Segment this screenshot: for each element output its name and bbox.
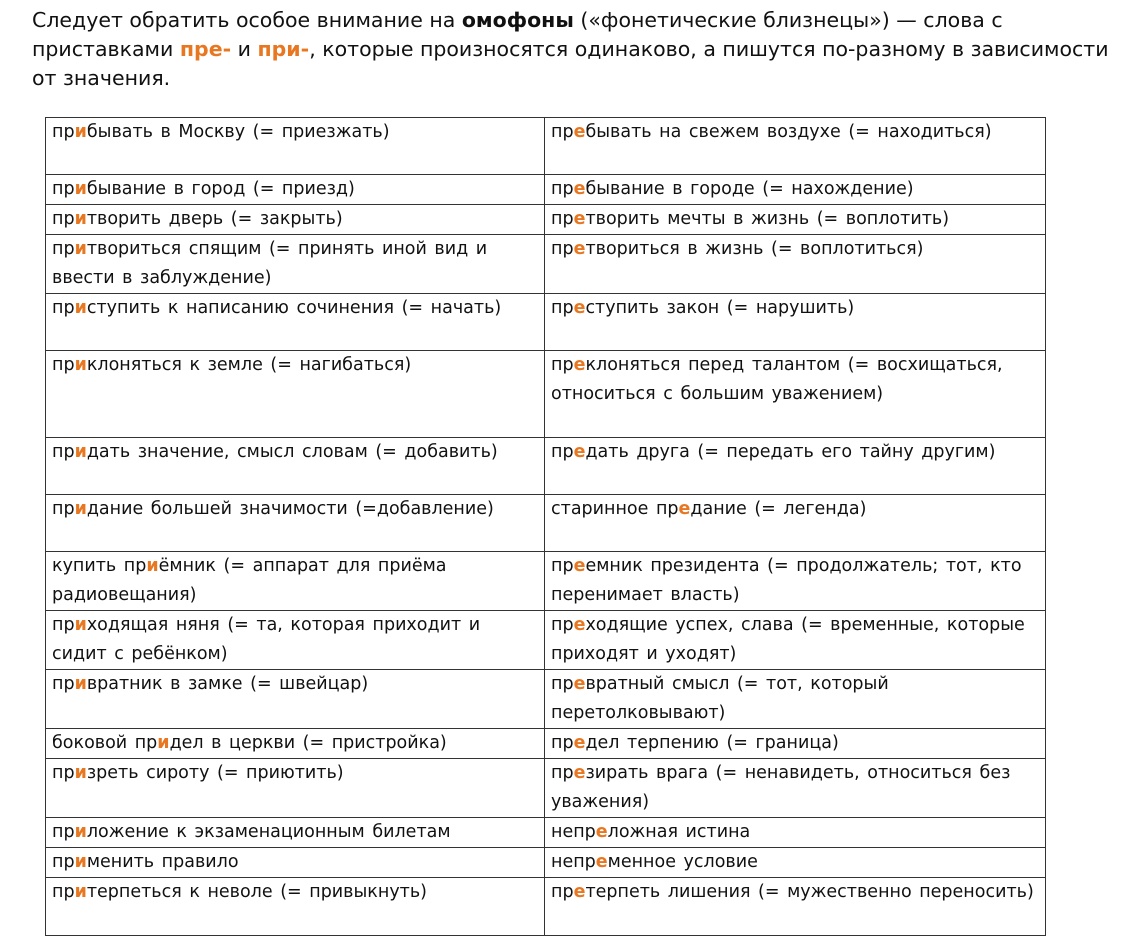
accent-letter: е — [573, 209, 586, 229]
cell-pre-word — [545, 235, 1046, 294]
cell-pre-word — [545, 729, 1046, 759]
cell-text: пр — [52, 882, 75, 902]
cell-pri-word — [46, 759, 545, 818]
cell-text: твориться спящим (= принять иной вид и ввести в заблуждение) — [52, 239, 488, 288]
accent-letter: и — [74, 499, 87, 519]
intro-text-1: Следует обратить особое внимание на — [32, 8, 462, 32]
cell-text: бывание в город (= приезд) — [86, 179, 355, 199]
cell-text: ложная истина — [607, 822, 751, 842]
table-row — [46, 670, 1046, 729]
cell-text: терпеть лишения (= мужественно переносить) — [585, 882, 1034, 902]
homophones-table — [45, 117, 1046, 936]
cell-text: пр — [52, 355, 75, 375]
cell-text: пр — [551, 674, 574, 694]
intro-text-2: («фонетические близнецы») — слова с приставками — [32, 8, 1003, 61]
cell-pri-word — [46, 118, 545, 175]
cell-pre-word — [545, 351, 1046, 438]
table-row — [46, 351, 1046, 438]
cell-text: пр — [551, 763, 574, 783]
cell-pri-word — [46, 205, 545, 235]
table-row — [46, 878, 1046, 936]
accent-letter: е — [573, 442, 586, 462]
cell-text: пр — [551, 615, 574, 635]
cell-text: терпеться к неволе (= привыкнуть) — [86, 882, 428, 902]
cell-pre-word — [545, 818, 1046, 848]
accent-letter: и — [74, 763, 87, 783]
accent-letter: е — [573, 674, 586, 694]
cell-text: емник президента (= продолжатель; тот, кто перенимает власть) — [551, 556, 1022, 605]
cell-pri-word — [46, 294, 545, 351]
accent-letter: е — [573, 882, 586, 902]
cell-text: пр — [52, 239, 75, 259]
cell-pri-word — [46, 495, 545, 552]
cell-pre-word — [545, 294, 1046, 351]
cell-text: пр — [551, 209, 574, 229]
table-row — [46, 438, 1046, 495]
accent-letter: и — [74, 442, 87, 462]
cell-text: пр — [551, 239, 574, 259]
cell-text: пр — [551, 556, 574, 576]
cell-text: пр — [52, 852, 75, 872]
accent-letter: и — [74, 882, 87, 902]
cell-pri-word — [46, 878, 545, 936]
cell-text: пр — [551, 882, 574, 902]
cell-text: пр — [52, 674, 75, 694]
intro-text-3: и — [231, 37, 258, 61]
cell-pri-word — [46, 235, 545, 294]
accent-letter: и — [74, 852, 87, 872]
cell-text: бывать на свежем воздухе (= находиться) — [585, 122, 992, 142]
accent-letter: и — [74, 674, 87, 694]
cell-text: пр — [551, 122, 574, 142]
cell-pre-word — [545, 611, 1046, 670]
prefix-pri: при- — [257, 37, 310, 61]
cell-text: клоняться перед талантом (= восхищаться, относиться с большим уважением) — [551, 355, 1003, 404]
table-row — [46, 848, 1046, 878]
accent-letter: е — [573, 239, 586, 259]
cell-text: менить правило — [86, 852, 239, 872]
cell-text: ступить к написанию сочинения (= начать) — [86, 298, 502, 318]
cell-text: купить пр — [52, 556, 147, 576]
cell-pri-word — [46, 670, 545, 729]
cell-text: пр — [52, 822, 75, 842]
accent-letter: и — [74, 615, 87, 635]
accent-letter: и — [74, 209, 87, 229]
cell-text: клоняться к земле (= нагибаться) — [86, 355, 412, 375]
table-row — [46, 205, 1046, 235]
cell-text: пр — [52, 122, 75, 142]
accent-letter: е — [573, 733, 586, 753]
cell-text: ложение к экзаменационным билетам — [86, 822, 451, 842]
cell-text: пр — [551, 355, 574, 375]
cell-text: дать друга (= передать его тайну другим) — [585, 442, 996, 462]
cell-text: пр — [52, 615, 75, 635]
cell-text: вратник в замке (= швейцар) — [86, 674, 369, 694]
cell-pri-word — [46, 175, 545, 205]
accent-letter: е — [573, 556, 586, 576]
cell-text: твориться в жизнь (= воплотиться) — [585, 239, 924, 259]
cell-text: дел терпению (= граница) — [585, 733, 839, 753]
cell-pri-word — [46, 552, 545, 611]
cell-text: пр — [52, 499, 75, 519]
accent-letter: и — [74, 122, 87, 142]
accent-letter: е — [573, 298, 586, 318]
accent-letter: и — [74, 239, 87, 259]
intro-text-4: , которые произносятся одинаково, а пишутся по-разному в зависимости от значения. — [32, 37, 1109, 90]
table-row — [46, 175, 1046, 205]
cell-pre-word — [545, 848, 1046, 878]
cell-text: дать значение, смысл словам (= добавить) — [86, 442, 498, 462]
table-row — [46, 729, 1046, 759]
table-row — [46, 495, 1046, 552]
homophones-table-wrapper — [45, 117, 1046, 936]
accent-letter: и — [74, 179, 87, 199]
cell-pre-word — [545, 205, 1046, 235]
cell-text: пр — [52, 442, 75, 462]
accent-letter: и — [74, 355, 87, 375]
accent-letter: и — [146, 556, 159, 576]
accent-letter: е — [573, 615, 586, 635]
cell-text: зирать врага (= ненавидеть, относиться без уважения) — [551, 763, 1011, 812]
accent-letter: е — [678, 499, 691, 519]
cell-pri-word — [46, 438, 545, 495]
cell-text: творить мечты в жизнь (= воплотить) — [585, 209, 950, 229]
cell-text: ступить закон (= нарушить) — [585, 298, 855, 318]
cell-text: бывать в Москву (= приезжать) — [86, 122, 390, 142]
cell-text: менное условие — [607, 852, 758, 872]
accent-letter: и — [157, 733, 170, 753]
cell-text: пр — [551, 733, 574, 753]
cell-text: вратный смысл (= тот, который перетолковывают) — [551, 674, 889, 723]
cell-pre-word — [545, 438, 1046, 495]
cell-text: ходящая няня (= та, которая приходит и сидит с ребёнком) — [52, 615, 481, 664]
cell-pri-word — [46, 729, 545, 759]
cell-pre-word — [545, 175, 1046, 205]
accent-letter: е — [573, 122, 586, 142]
cell-pri-word — [46, 818, 545, 848]
cell-text: дание большей значимости (=добавление) — [86, 499, 494, 519]
cell-text: бывание в городе (= нахождение) — [585, 179, 914, 199]
cell-text: творить дверь (= закрыть) — [86, 209, 343, 229]
cell-text: пр — [52, 763, 75, 783]
intro-paragraph — [32, 6, 1112, 93]
table-row — [46, 294, 1046, 351]
cell-text: ёмник (= аппарат для приёма радиовещания) — [52, 556, 447, 605]
cell-text: ходящие успех, слава (= временные, которые приходят и уходят) — [551, 615, 1025, 664]
table-row — [46, 235, 1046, 294]
cell-text: дел в церкви (= пристройка) — [169, 733, 447, 753]
accent-letter: е — [573, 763, 586, 783]
cell-pre-word — [545, 878, 1046, 936]
cell-pri-word — [46, 611, 545, 670]
accent-letter: е — [573, 355, 586, 375]
table-row — [46, 818, 1046, 848]
cell-text: непр — [551, 822, 596, 842]
cell-pri-word — [46, 351, 545, 438]
cell-text: пр — [52, 179, 75, 199]
cell-text: боковой пр — [52, 733, 158, 753]
accent-letter: и — [74, 822, 87, 842]
intro-bold-word: омофоны — [461, 8, 574, 32]
cell-text: непр — [551, 852, 596, 872]
cell-pre-word — [545, 759, 1046, 818]
accent-letter: е — [595, 822, 608, 842]
cell-text: зреть сироту (= приютить) — [86, 763, 344, 783]
cell-text: пр — [551, 442, 574, 462]
cell-text: пр — [551, 298, 574, 318]
cell-pre-word — [545, 118, 1046, 175]
cell-text: пр — [52, 209, 75, 229]
cell-text: дание (= легенда) — [690, 499, 867, 519]
table-row — [46, 759, 1046, 818]
accent-letter: и — [74, 298, 87, 318]
cell-text: пр — [52, 298, 75, 318]
accent-letter: е — [595, 852, 608, 872]
cell-text: старинное пр — [551, 499, 679, 519]
cell-pri-word — [46, 848, 545, 878]
prefix-pre: пре- — [179, 37, 232, 61]
table-row — [46, 118, 1046, 175]
cell-pre-word — [545, 495, 1046, 552]
accent-letter: е — [573, 179, 586, 199]
cell-pre-word — [545, 552, 1046, 611]
table-row — [46, 552, 1046, 611]
cell-pre-word — [545, 670, 1046, 729]
cell-text: пр — [551, 179, 574, 199]
table-row — [46, 611, 1046, 670]
